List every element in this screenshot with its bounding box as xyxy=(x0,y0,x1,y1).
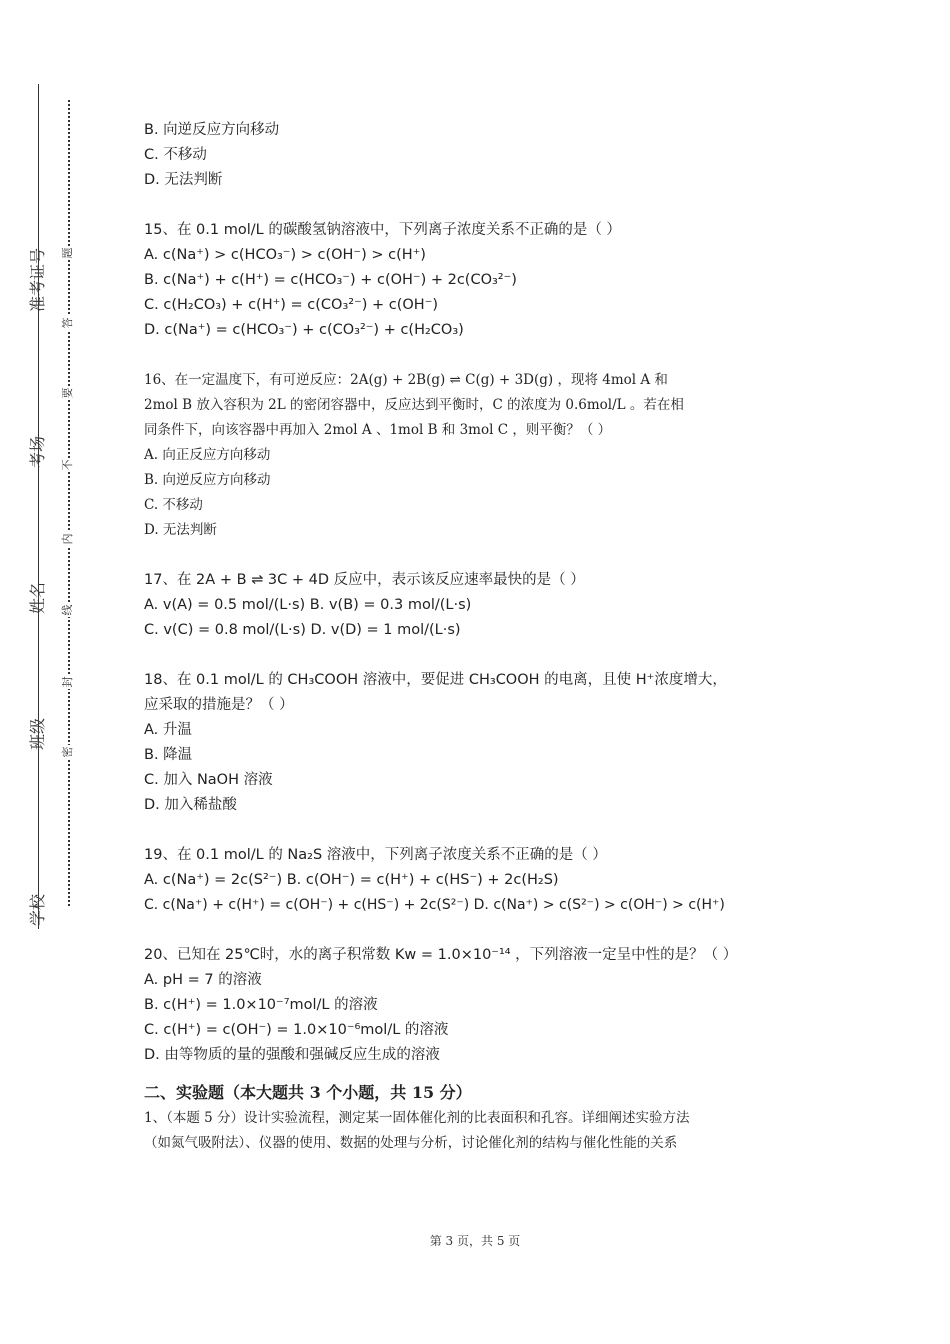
options-row-ab: A. c(Na⁺) = 2c(S²⁻) B. c(OH⁻) = c(H⁺) + c(HS⁻) + 2c(H₂S) xyxy=(144,872,559,888)
option-c: C. 不移动 xyxy=(144,497,203,513)
option-a: A. 升温 xyxy=(144,722,192,738)
question-stem-line: 同条件下，向该容器中再加入 2mol A 、1mol B 和 3mol C ，则平衡？（ ） xyxy=(144,422,612,438)
question-stem: 20、已知在 25℃时，水的离子积常数 Kw = 1.0×10⁻¹⁴ ，下列溶液一定呈中性的是？（ ） xyxy=(144,947,738,963)
label-name: 姓名 xyxy=(28,582,47,615)
seal-char: 题 xyxy=(61,247,74,259)
label-class: 班级 xyxy=(28,718,47,751)
options-row-cd: C. v(C) = 0.8 mol/(L·s) D. v(D) = 1 mol/(L·s) xyxy=(144,622,461,638)
question-stem-line: 2mol B 放入容积为 2L 的密闭容器中，反应达到平衡时，C 的浓度为 0.6mol/L 。若在相 xyxy=(144,397,684,413)
question-stem: 19、在 0.1 mol/L 的 Na₂S 溶液中，下列离子浓度关系不正确的是（ ） xyxy=(144,847,607,863)
option-b: B. 向逆反应方向移动 xyxy=(144,122,280,138)
option-d: D. 由等物质的量的强酸和强碱反应生成的溶液 xyxy=(144,1047,440,1063)
label-exam-number: 准考证号 xyxy=(28,247,47,312)
option-b: B. 向逆反应方向移动 xyxy=(144,472,271,488)
question-18 xyxy=(144,668,824,818)
seal-dotted-line xyxy=(68,100,70,906)
question-17 xyxy=(144,568,824,643)
option-c: C. 加入 NaOH 溶液 xyxy=(144,772,273,788)
question-stem: 17、在 2A + B ⇌ 3C + 4D 反应中，表示该反应速率最快的是（ ） xyxy=(144,572,585,588)
seal-char: 不 xyxy=(61,459,74,471)
option-d: D. 无法判断 xyxy=(144,172,223,188)
option-c: C. c(H₂CO₃) + c(H⁺) = c(CO₃²⁻) + c(OH⁻) xyxy=(144,297,439,313)
question-stem-line: 1、（本题 5 分）设计实验流程，测定某一固体催化剂的比表面积和孔容。详细阐述实验方法 xyxy=(144,1110,690,1126)
question-stem-line: 应采取的措施是？（ ） xyxy=(144,697,294,713)
question-15 xyxy=(144,218,824,343)
question-stem-line: 18、在 0.1 mol/L 的 CH₃COOH 溶液中，要促进 CH₃COOH 的电离，且使 H⁺浓度增大， xyxy=(144,672,727,688)
question-16 xyxy=(144,368,824,543)
option-d: D. 加入稀盐酸 xyxy=(144,797,237,813)
question-stem-line: 16、在一定温度下，有可逆反应：2A(g) + 2B(g) ⇌ C(g) + 3D(g) ，现将 4mol A 和 xyxy=(144,372,668,388)
option-a: A. 向正反应方向移动 xyxy=(144,447,271,463)
page-footer: 第 3 页，共 5 页 xyxy=(429,1234,521,1248)
option-d: D. 无法判断 xyxy=(144,522,217,538)
label-exam-room: 考场 xyxy=(28,436,47,469)
option-d: D. c(Na⁺) = c(HCO₃⁻) + c(CO₃²⁻) + c(H₂CO₃) xyxy=(144,322,464,338)
seal-char: 要 xyxy=(61,387,74,399)
question-stem: 15、在 0.1 mol/L 的碳酸氢钠溶液中，下列离子浓度关系不正确的是（ ） xyxy=(144,222,621,238)
option-b: B. c(Na⁺) + c(H⁺) = c(HCO₃⁻) + c(OH⁻) + 2c(CO₃²⁻) xyxy=(144,272,517,288)
option-b: B. 降温 xyxy=(144,747,193,763)
seal-char: 线 xyxy=(61,604,74,616)
options-row-cd: C. c(Na⁺) + c(H⁺) = c(OH⁻) + c(HS⁻) + 2c(S²⁻) D. c(Na⁺) > c(S²⁻) > c(OH⁻) > c(H⁺) xyxy=(144,897,725,913)
option-a: A. pH = 7 的溶液 xyxy=(144,972,262,988)
options-row-ab: A. v(A) = 0.5 mol/(L·s) B. v(B) = 0.3 mol/(L·s) xyxy=(144,597,472,613)
seal-char: 内 xyxy=(61,533,74,545)
option-c: C. c(H⁺) = c(OH⁻) = 1.0×10⁻⁶mol/L 的溶液 xyxy=(144,1022,449,1038)
option-b: B. c(H⁺) = 1.0×10⁻⁷mol/L 的溶液 xyxy=(144,997,378,1013)
question-14-tail xyxy=(144,118,824,193)
seal-char: 封 xyxy=(61,676,74,688)
option-c: C. 不移动 xyxy=(144,147,207,163)
seal-char: 密 xyxy=(61,746,74,758)
label-school: 学校 xyxy=(28,894,47,927)
exam-content xyxy=(144,118,824,1156)
question-stem-line: （如氮气吸附法）、仪器的使用、数据的处理与分析，讨论催化剂的结构与催化性能的关系 xyxy=(144,1135,678,1151)
experiment-question-1 xyxy=(144,1106,824,1156)
question-20 xyxy=(144,943,824,1068)
section-heading: 二、实验题（本大题共 3 个小题，共 15 分） xyxy=(144,1083,472,1102)
question-19 xyxy=(144,843,824,918)
seal-char: 答 xyxy=(61,317,74,329)
option-a: A. c(Na⁺) > c(HCO₃⁻) > c(OH⁻) > c(H⁺) xyxy=(144,247,426,263)
binding-line xyxy=(38,84,39,929)
